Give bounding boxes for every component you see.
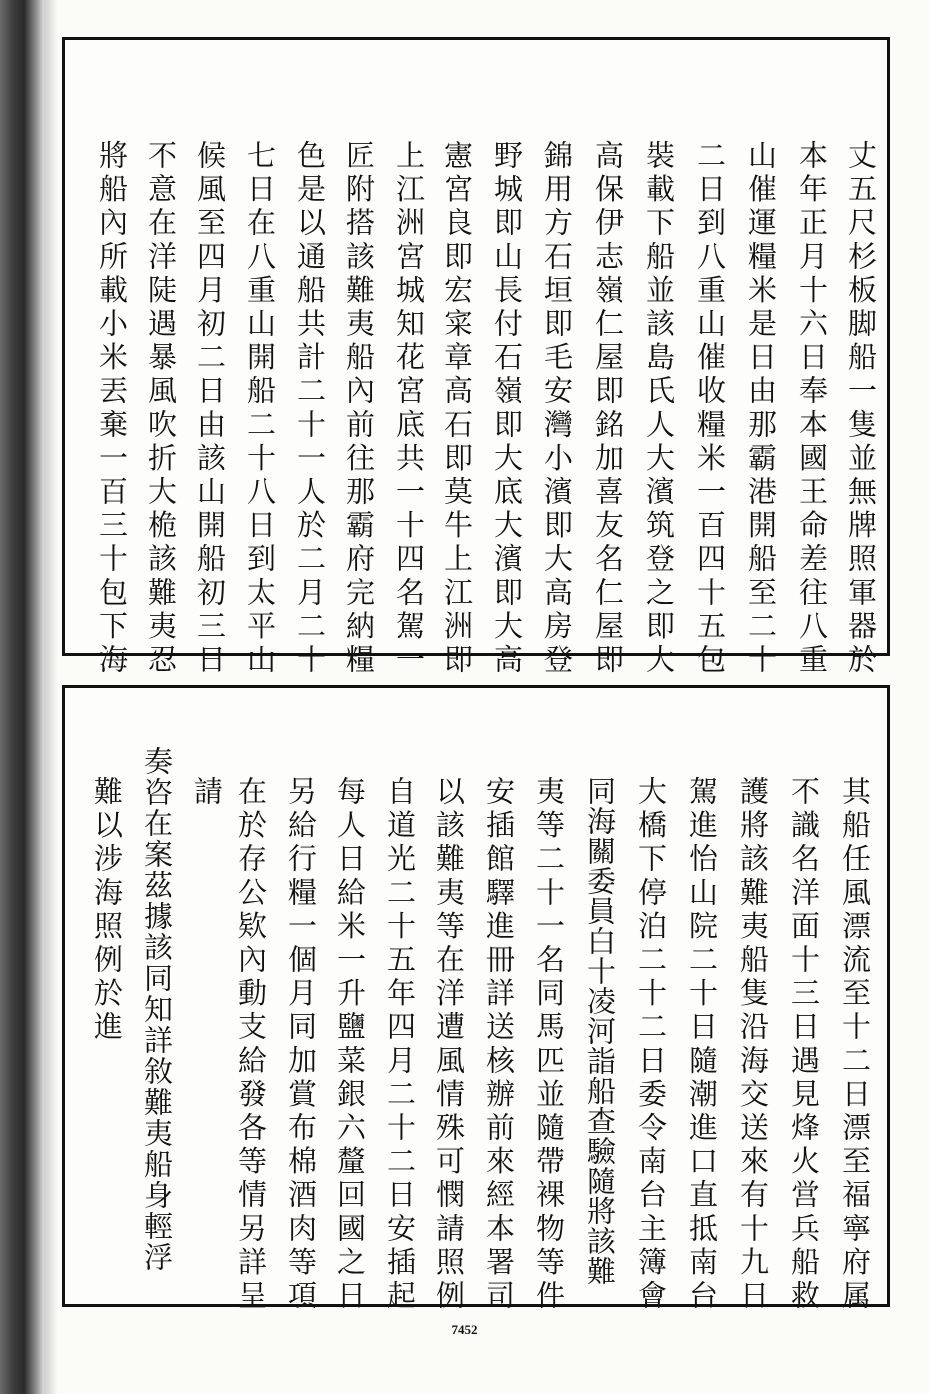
top-text-columns [65,40,887,678]
text-column: 奏咨在案茲據該同知詳敘難夷船身輕浮 [140,746,174,1273]
text-column: 請 [190,776,224,810]
text-column: 駕進怡山院二十日隨潮進口直抵南台 [685,776,719,1314]
text-column: 憲宮良即宏寀章高石即莫牛上江洲即 [440,140,474,678]
text-column: 自道光二十五年四月二十二日安插起 [383,776,417,1314]
text-column: 丈五尺杉板脚船一隻並無牌照軍器於 [844,140,878,678]
text-column: 難以涉海照例於進 [90,776,124,1045]
text-column: 另給行糧一個月同加賞布棉酒肉等項 [284,776,318,1314]
text-column: 本年正月十六日奉本國王命差往八重 [795,140,829,678]
gutter-shadow [44,0,58,1394]
page-number: 7452 [451,1322,478,1337]
text-column: 高保伊志嶺仁屋即銘加喜友名仁屋即 [591,140,625,678]
text-column: 夷等二十一名同馬匹並隨帶裸物等件 [532,776,566,1314]
bottom-text-panel [62,685,890,1314]
text-column: 護將該難夷船隻沿海交送來有十九日 [736,776,770,1314]
text-column: 不意在洋陡遇暴風吹折大桅該難夷忍 [144,140,178,678]
text-column: 山催運糧米是日由那霸港開船至二十 [744,140,778,678]
top-text-panel [62,37,890,678]
text-column: 錦用方石垣即毛安灣小濱即大高房登 [540,140,574,678]
book-binding-gutter [0,0,44,1394]
text-column: 裝載下船並該島氏人大濱筑登之即大 [642,140,676,678]
text-column: 在於存公欵內動支給發各等情另詳呈 [234,776,268,1314]
text-column: 以該難夷等在洋遭風情殊可憫請照例 [432,776,466,1314]
text-column: 安插館驛進冊詳送核辦前來經本署司 [482,776,516,1314]
bottom-text-columns [65,688,887,1314]
text-column: 其船任風漂流至十二日漂至福寧府属 [838,776,872,1314]
text-column: 二日到八重山催收糧米一百四十五包 [693,140,727,678]
text-column: 不識名洋面十三日遇見烽火営兵船救 [787,776,821,1314]
text-column: 上江洲宮城知花宮底共一十四名駕一 [392,140,426,678]
text-column: 七日在八重山開船二十八日到太平山 [243,140,277,678]
text-column: 同海關委員白十凌河詣船查驗隨將該難 [583,776,617,1286]
text-column: 每人日給米一升鹽菜銀六釐回國之日 [333,776,367,1314]
text-column: 野城即山長付石嶺即大底大濱即大高 [490,140,524,678]
text-column: 匠附搭該難夷船內前往那霸府完納糧 [342,140,376,678]
text-column: 大橋下停泊二十二日委令南台主簿會 [634,776,668,1314]
text-column: 色是以通船共計二十一人於二月二十 [293,140,327,678]
text-column: 將船內所載小米丟棄一百三十包下海 [95,140,129,678]
text-column: 候風至四月初二日由該山開船初三日 [193,140,227,678]
